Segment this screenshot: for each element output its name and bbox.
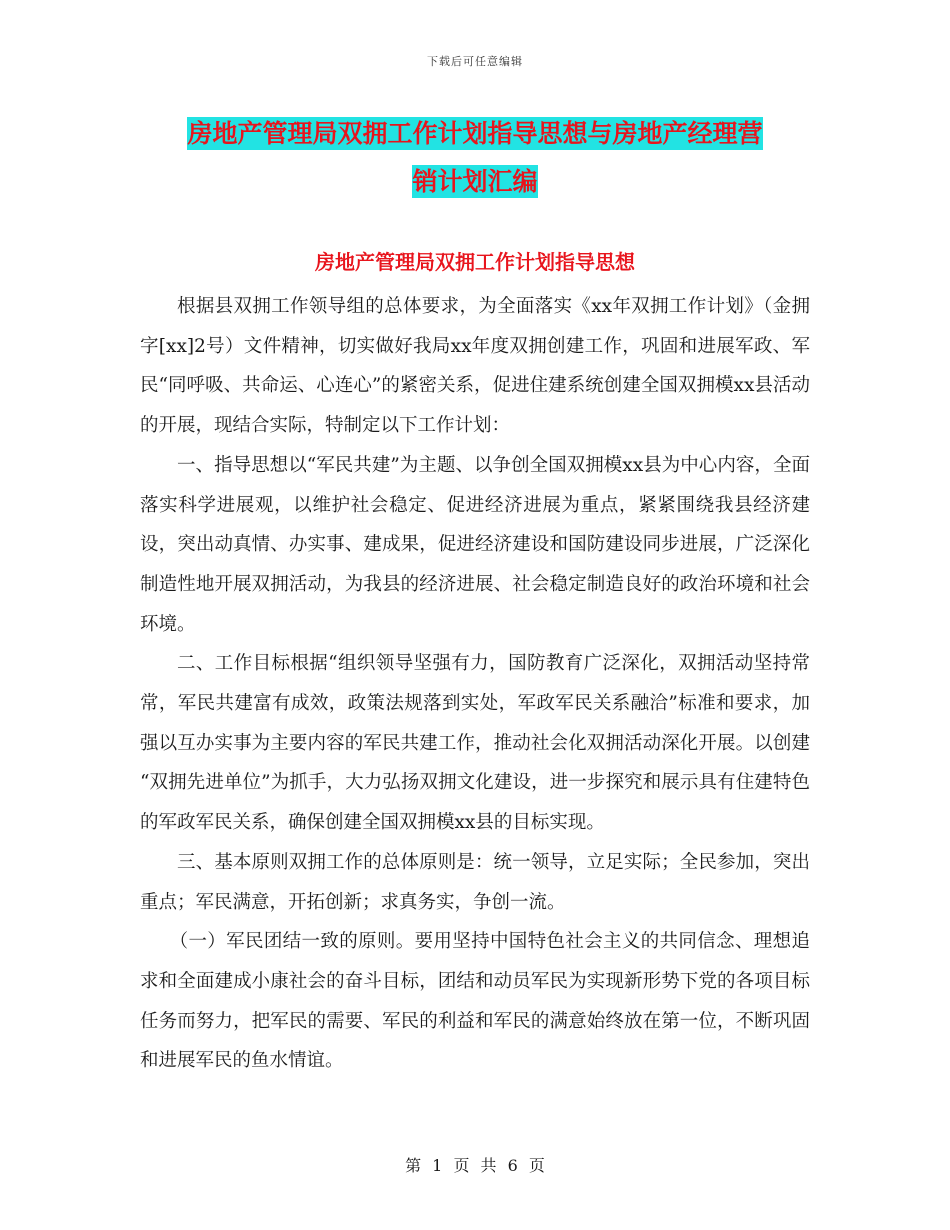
header-note: 下载后可任意编辑 xyxy=(427,55,523,68)
document-body xyxy=(140,287,810,1081)
section-title: 房地产管理局双拥工作计划指导思想 xyxy=(315,250,635,274)
document-title xyxy=(140,110,810,206)
paragraph-unity-principle: （一）军民团结一致的原则。要用坚持中国特色社会主义的共同信念、理想追求和全面建成小康社会的奋斗目标，团结和动员军民为实现新形势下党的各项目标任务而努力，把军民的需要、军民的利益和军民的满意始终放在第一位，不断巩固和进展军民的鱼水情谊。 xyxy=(140,931,810,1072)
paragraph-intro: 根据县双拥工作领导组的总体要求，为全面落实《xx年双拥工作计划》（金拥字[xx]2号）文件精神，切实做好我局xx年度双拥创建工作，巩固和进展军政、军民“同呼吸、共命运、心连心”的紧密关系，促进住建系统创建全国双拥模xx县活动的开展，现结合实际，特制定以下工作计划： xyxy=(140,296,810,437)
document-title-line1: 房地产管理局双拥工作计划指导思想与房地产经理营 xyxy=(187,119,763,148)
paragraph-work-goals: 二、工作目标根据“组织领导坚强有力，国防教育广泛深化，双拥活动坚持常常，军民共建富有成效，政策法规落到实处，军政军民关系融洽”标准和要求，加强以互办实事为主要内容的军民共建工作，推动社会化双拥活动深化开展。以创建 “双拥先进单位”为抓手，大力弘扬双拥文化建设，进一步探究和展示具有住建特色的军政军民关系，确保创建全国双拥模xx县的目标实现。 xyxy=(140,653,810,834)
page-number: 第 1 页 共 6 页 xyxy=(405,1156,545,1175)
paragraph-guiding-ideology: 一、指导思想以“军民共建”为主题、以争创全国双拥模xx县为中心内容，全面落实科学进展观，以维护社会稳定、促进经济进展为重点，紧紧围绕我县经济建设，突出动真情、办实事、建成果，促进经济建设和国防建设同步进展，广泛深化制造性地开展双拥活动，为我县的经济进展、社会稳定制造良好的政治环境和社会环境。 xyxy=(140,454,810,635)
document-title-line2: 销计划汇编 xyxy=(412,167,538,196)
paragraph-basic-principles: 三、基本原则双拥工作的总体原则是：统一领导，立足实际；全民参加，突出重点；军民满意，开拓创新；求真务实，争创一流。 xyxy=(140,851,810,913)
